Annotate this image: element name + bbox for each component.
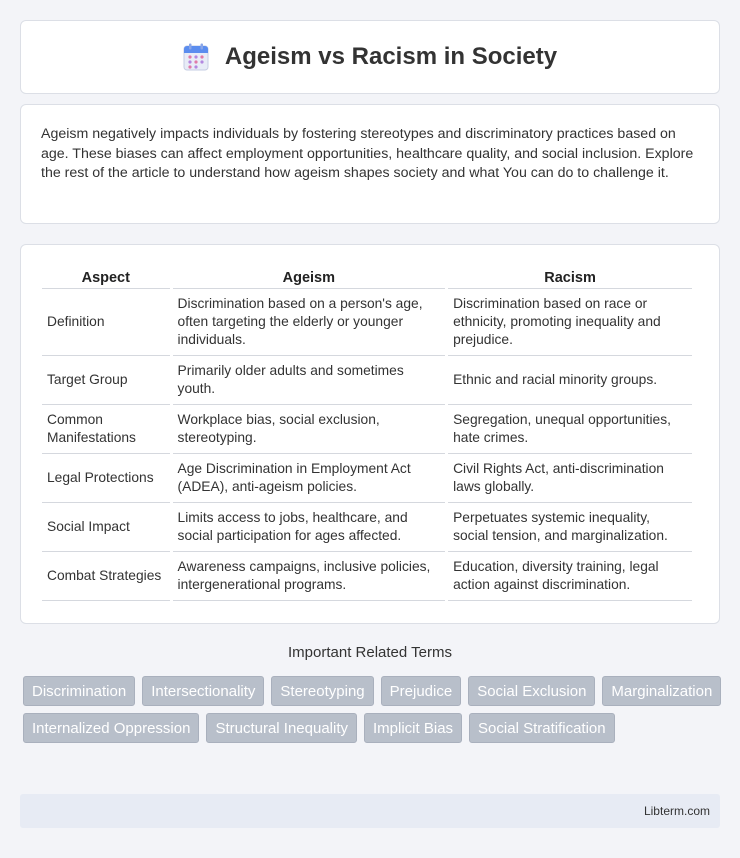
header-racism: Racism: [448, 265, 692, 289]
title-card: [20, 20, 720, 94]
calendar-icon: [183, 43, 209, 71]
table-row: [42, 454, 692, 503]
tag-marginalization[interactable]: Marginalization: [602, 676, 721, 706]
tag-social-exclusion[interactable]: Social Exclusion: [468, 676, 595, 706]
related-terms-title: Important Related Terms: [288, 644, 452, 661]
row-aspect: Target Group: [42, 356, 170, 405]
table-header-row: [42, 265, 692, 289]
row-racism: Segregation, unequal opportunities, hate crimes.: [448, 405, 692, 454]
intro-paragraph: Ageism negatively impacts individuals by fostering stereotypes and discriminatory practices based on age. These biases can affect employment opportunities, healthcare quality, and social inclusion. Explore the rest of the article to understand how ageism shapes society and what You can do to challenge it.: [41, 126, 694, 181]
table-row: [42, 552, 692, 601]
row-aspect: Combat Strategies: [42, 552, 170, 601]
tag-intersectionality[interactable]: Intersectionality: [142, 676, 264, 706]
table-row: [42, 356, 692, 405]
footer: [20, 794, 720, 828]
comparison-card: [20, 244, 720, 624]
table-row: [42, 289, 692, 356]
tag-internalized-oppression[interactable]: Internalized Oppression: [23, 713, 199, 743]
comparison-table: [39, 265, 695, 601]
table-row: [42, 405, 692, 454]
row-aspect: Definition: [42, 289, 170, 356]
tag-stereotyping[interactable]: Stereotyping: [271, 676, 373, 706]
header-ageism: Ageism: [173, 265, 446, 289]
intro-card: [20, 104, 720, 224]
footer-site-link[interactable]: Libterm.com: [643, 804, 710, 818]
row-ageism: Awareness campaigns, inclusive policies, intergenerational programs.: [173, 552, 446, 601]
row-ageism: Primarily older adults and sometimes youth.: [173, 356, 446, 405]
row-ageism: Age Discrimination in Employment Act (ADEA), anti-ageism policies.: [173, 454, 446, 503]
row-ageism: Discrimination based on a person's age, often targeting the elderly or younger individuals.: [173, 289, 446, 356]
row-racism: Ethnic and racial minority groups.: [448, 356, 692, 405]
row-aspect: Legal Protections: [42, 454, 170, 503]
row-racism: Discrimination based on race or ethnicity, promoting inequality and prejudice.: [448, 289, 692, 356]
row-racism: Education, diversity training, legal action against discrimination.: [448, 552, 692, 601]
row-aspect: Common Manifestations: [42, 405, 170, 454]
header-aspect: Aspect: [42, 265, 170, 289]
row-ageism: Workplace bias, social exclusion, stereotyping.: [173, 405, 446, 454]
row-racism: Perpetuates systemic inequality, social tension, and marginalization.: [448, 503, 692, 552]
tag-structural-inequality[interactable]: Structural Inequality: [206, 713, 357, 743]
row-ageism: Limits access to jobs, healthcare, and social participation for ages affected.: [173, 503, 446, 552]
table-row: [42, 503, 692, 552]
tag-social-stratification[interactable]: Social Stratification: [469, 713, 615, 743]
tag-prejudice[interactable]: Prejudice: [381, 676, 462, 706]
tag-implicit-bias[interactable]: Implicit Bias: [364, 713, 462, 743]
related-terms-list: [23, 676, 723, 743]
page-title: Ageism vs Racism in Society: [224, 43, 558, 70]
row-racism: Civil Rights Act, anti-discrimination laws globally.: [448, 454, 692, 503]
row-aspect: Social Impact: [42, 503, 170, 552]
tag-discrimination[interactable]: Discrimination: [23, 676, 135, 706]
